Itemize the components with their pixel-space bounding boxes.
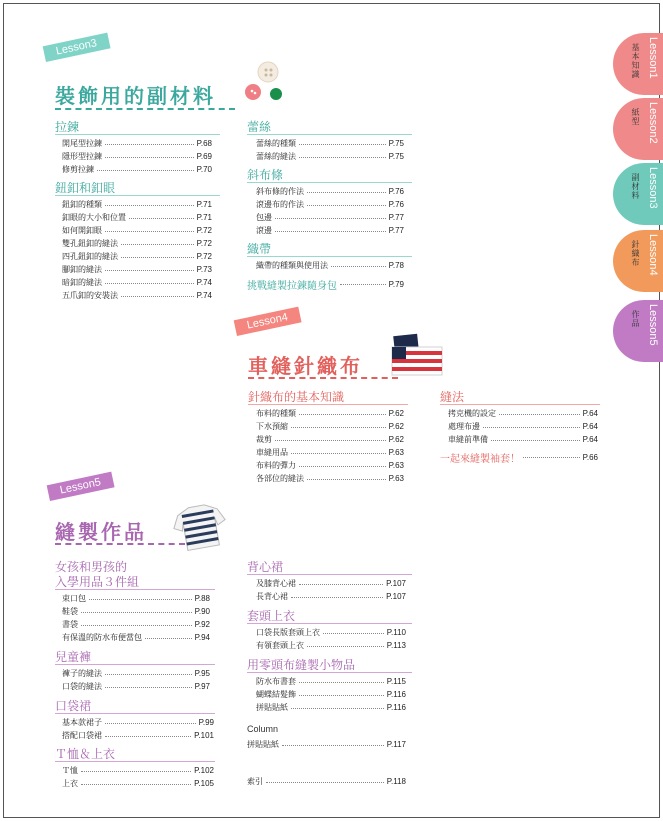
toc-item[interactable]: 及膝背心裙 P.107 [256, 579, 406, 588]
lesson4-title-divider [248, 377, 398, 379]
lesson5-pullover-heading: 套頭上衣 [247, 609, 296, 623]
toc-item[interactable]: 修剪拉鍊 P.70 [62, 165, 212, 174]
toc-item[interactable]: 下水預縮 P.62 [256, 422, 404, 431]
toc-item[interactable]: 有保溫的防水布便當包 P.94 [62, 633, 210, 642]
lesson3-bias-underline [247, 182, 412, 183]
tab-lesson4[interactable]: Lesson4 針織布 [613, 230, 663, 292]
lesson5-pocketskirt-heading: 口袋裙 [55, 699, 92, 713]
lesson5-school-heading-line2: 入學用品３件組 [55, 575, 140, 589]
toc-item[interactable]: 搭配口袋裙 P.101 [62, 731, 214, 740]
lesson5-vest-heading: 背心裙 [247, 560, 284, 574]
lesson4-title: 車縫針織布 [248, 354, 363, 378]
lesson5-school-heading-line1: 女孩和男孩的 [55, 560, 128, 574]
toc-item[interactable]: 隱形型拉鍊 P.69 [62, 152, 212, 161]
toc-item[interactable]: 車縫用品 P.63 [256, 448, 404, 457]
toc-item[interactable]: 基本款裙子 P.99 [62, 718, 214, 727]
toc-item[interactable]: 釦眼的大小和位置 P.71 [62, 213, 212, 222]
toc-item[interactable]: 包邊 P.77 [256, 213, 404, 222]
lesson4-sewing-heading: 縫法 [440, 390, 465, 404]
lesson3-lace-underline [247, 134, 412, 135]
toc-item[interactable]: 裁剪 P.62 [256, 435, 404, 444]
toc-item[interactable]: 暗釦的縫法 P.74 [62, 278, 212, 287]
toc-item[interactable]: 書袋 P.92 [62, 620, 210, 629]
lesson3-snap-underline [55, 195, 220, 196]
tab-lesson5[interactable]: Lesson5 作品 [613, 300, 663, 362]
lesson3-title: 裝飾用的副材料 [55, 84, 216, 108]
toc-item[interactable]: 四孔鈕釦的縫法 P.72 [62, 252, 212, 261]
lesson3-title-divider [55, 108, 235, 110]
lesson5-title: 縫製作品 [55, 520, 147, 544]
toc-item[interactable]: 雙孔鈕釦的縫法 P.72 [62, 239, 212, 248]
toc-item[interactable]: 拷克機的設定 P.64 [448, 409, 598, 418]
toc-item[interactable]: 車縫前準備 P.64 [448, 435, 598, 444]
lesson4-knit-heading: 針織布的基本知識 [248, 390, 345, 404]
toc-item[interactable]: 滾邊布的作法 P.76 [256, 200, 404, 209]
lesson3-lace-heading: 蕾絲 [247, 120, 272, 134]
lesson3-challenge[interactable]: 挑戰縫製拉鍊隨身包 P.79 [247, 280, 404, 292]
toc-item[interactable]: 鈕釦的種類 P.71 [62, 200, 212, 209]
toc-item[interactable]: 如何開釦眼 P.72 [62, 226, 212, 235]
toc-item[interactable]: 開尾型拉鍊 P.68 [62, 139, 212, 148]
lesson5-title-divider [55, 543, 185, 545]
toc-index[interactable]: 索引 P.118 [247, 777, 406, 786]
lesson5-tshirt-heading: Ｔ恤＆上衣 [55, 747, 116, 761]
toc-item[interactable]: 蝴蝶結髮飾 P.116 [256, 690, 406, 699]
toc-item[interactable]: 織帶的種類與使用法 P.78 [256, 261, 404, 270]
lesson5-school-underline [55, 589, 215, 590]
lesson5-small-underline [247, 672, 412, 673]
toc-item[interactable]: 防水布書套 P.115 [256, 677, 406, 686]
toc-item[interactable]: 口袋長版套頭上衣 P.110 [256, 628, 406, 637]
knit-fabric-illustration [386, 333, 446, 377]
toc-item[interactable]: 布料的種類 P.62 [256, 409, 404, 418]
lesson5-tshirt-underline [55, 761, 215, 762]
lesson3-zipper-underline [55, 134, 220, 135]
toc-item[interactable]: 鞋袋 P.90 [62, 607, 210, 616]
lesson5-kidspants-underline [55, 664, 215, 665]
toc-item[interactable]: 長背心裙 P.107 [256, 592, 406, 601]
striped-shirt-illustration [170, 502, 230, 552]
lesson3-ribbon-heading: 織帶 [247, 242, 272, 256]
lesson5-kidspants-heading: 兒童褲 [55, 650, 92, 664]
tab-lesson1[interactable]: Lesson1 基本知識 [613, 33, 663, 95]
tab-lesson3[interactable]: Lesson3 副材料 [613, 163, 663, 225]
lesson4-sewing-underline [440, 404, 600, 405]
tab-lesson2[interactable]: Lesson2 紙型 [613, 98, 663, 160]
lesson5-small-heading: 用零頭布縫製小物品 [247, 658, 356, 672]
toc-item[interactable]: 有領套頭上衣 P.113 [256, 641, 406, 650]
toc-item[interactable]: 滾邊 P.77 [256, 226, 404, 235]
lesson5-pocketskirt-underline [55, 713, 215, 714]
toc-item[interactable]: 處理布邊 P.64 [448, 422, 598, 431]
lesson4-sleeve[interactable]: 一起來縫製袖套！ P.66 [440, 453, 598, 465]
lesson3-tag: Lesson3 [43, 33, 110, 62]
lesson4-tag: Lesson4 [234, 307, 301, 336]
lesson3-zipper-heading: 拉鍊 [55, 120, 80, 134]
buttons-illustration [240, 58, 290, 106]
toc-item[interactable]: 斜布條的作法 P.76 [256, 187, 404, 196]
lesson4-knit-underline [248, 404, 408, 405]
lesson5-column-heading: Column [247, 724, 279, 734]
toc-item[interactable]: 腳釦的縫法 P.73 [62, 265, 212, 274]
toc-item[interactable]: 各部位的縫法 P.63 [256, 474, 404, 483]
toc-item[interactable]: 蕾絲的種類 P.75 [256, 139, 404, 148]
toc-item[interactable]: 束口包 P.88 [62, 594, 210, 603]
toc-item[interactable]: Ｔ恤 P.102 [62, 766, 214, 775]
lesson3-bias-heading: 斜布條 [247, 168, 284, 182]
toc-item[interactable]: 褲子的縫法 P.95 [62, 669, 210, 678]
lesson3-snap-heading: 鈕釦和釦眼 [55, 181, 116, 195]
toc-item[interactable]: 上衣 P.105 [62, 779, 214, 788]
lesson5-vest-underline [247, 574, 412, 575]
lesson3-ribbon-underline [247, 256, 412, 257]
toc-item[interactable]: 口袋的縫法 P.97 [62, 682, 210, 691]
toc-item[interactable]: 蕾絲的縫法 P.75 [256, 152, 404, 161]
toc-item[interactable]: 布料的彈力 P.63 [256, 461, 404, 470]
toc-item[interactable]: 拼貼貼紙 P.116 [256, 703, 406, 712]
lesson5-pullover-underline [247, 623, 412, 624]
toc-item[interactable]: 五爪釦的安裝法 P.74 [62, 291, 212, 300]
lesson5-tag: Lesson5 [47, 472, 114, 501]
toc-item[interactable]: 拼貼貼紙 P.117 [247, 740, 406, 749]
